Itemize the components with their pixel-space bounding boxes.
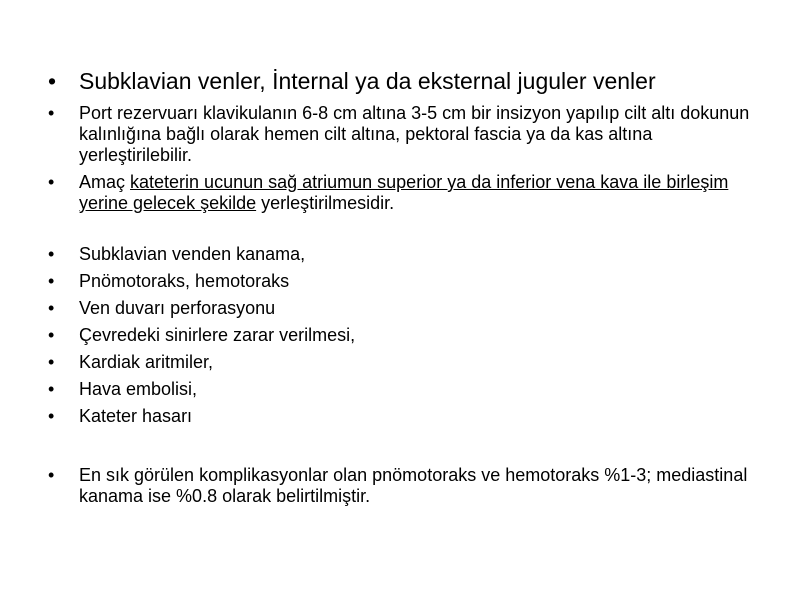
complication-item: • Kateter hasarı (79, 406, 759, 427)
complication-item: • Hava embolisi, (79, 379, 759, 400)
bullet-port-placement: • Port rezervuarı klavikulanın 6-8 cm altına 3-5 cm bir insizyon yapılıp cilt altı dokunun kalınlığına bağlı olarak hemen cilt altına, pektoral fascia ya da kas altına yerleştirilebilir. (79, 103, 759, 166)
bullet-venous-access: • Subklavian venler, İnternal ya da eksternal juguler venler (79, 68, 779, 95)
complication-item: • Ven duvarı perforasyonu (79, 298, 759, 319)
bullet-complication-rates: • En sık görülen komplikasyonlar olan pnömotoraks ve hemotoraks %1-3; mediastinal kanama ise %0.8 olarak belirtilmiştir. (79, 465, 759, 507)
aim-prefix: Amaç (79, 172, 131, 192)
aim-suffix: yerleştirilmesidir. (256, 193, 395, 213)
complication-item: • Çevredeki sinirlere zarar verilmesi, (79, 325, 759, 346)
complication-item: • Kardiak aritmiler, (79, 352, 759, 373)
complication-item: • Pnömotoraks, hemotoraks (79, 271, 759, 292)
aim-underlined-text: kateterin ucunun sağ atriumun superior ya da inferior vena kava ile birleşim yerine gelecek şekilde (79, 172, 729, 213)
bullet-aim (79, 172, 759, 214)
complication-item: • Subklavian venden kanama, (79, 244, 759, 265)
